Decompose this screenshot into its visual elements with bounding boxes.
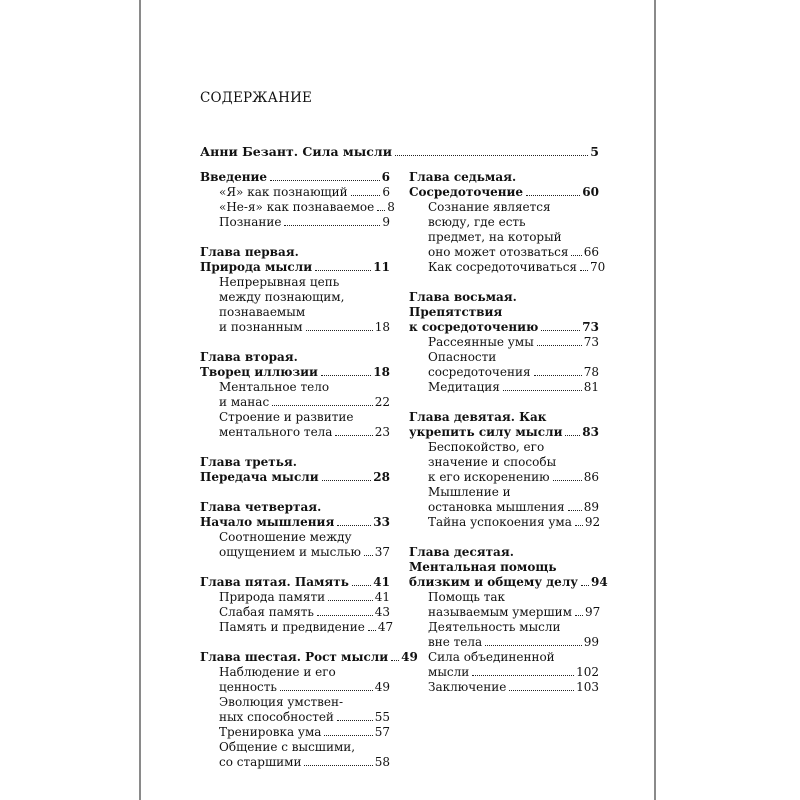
toc-entry (200, 605, 390, 620)
toc-entry-page: 18 (373, 365, 390, 379)
toc-entry-label: сосредоточения (428, 365, 531, 379)
toc-entry (409, 500, 599, 515)
dot-leader (337, 525, 371, 526)
dot-leader (364, 555, 373, 556)
toc-entry-page: 43 (374, 605, 390, 619)
dot-leader (581, 585, 589, 586)
toc-entry-label: Как сосредоточиваться (428, 260, 577, 274)
toc-entry-label: Анни Безант. Сила мысли (200, 144, 392, 159)
toc-section (409, 290, 599, 395)
toc-entry-text-line: Ментальное тело (219, 380, 330, 394)
toc-entry-page: 49 (374, 680, 390, 694)
toc-section (200, 455, 390, 485)
toc-entry-text-line: Непрерывная цепь (219, 275, 340, 289)
toc-entry-page: 49 (401, 650, 418, 664)
chapter-title: Глава десятая. (409, 545, 514, 559)
toc-entry-text-line: Помощь так (428, 590, 506, 604)
toc-entry-label: называемым умершим (428, 605, 572, 619)
toc-entry (409, 470, 599, 485)
toc-entry-page: 28 (373, 470, 390, 484)
dot-leader (553, 480, 582, 481)
toc-entry-label: к сосредоточению (409, 320, 539, 334)
chapter-title: Глава восьмая. (409, 290, 517, 304)
toc-entry-label: оно может отозваться (428, 245, 569, 259)
toc-entry-label: Сосредоточение (409, 185, 524, 199)
toc-entry (200, 680, 390, 695)
toc-entry-label: Природа памяти (219, 590, 326, 604)
dot-leader (565, 435, 580, 436)
dot-leader (284, 225, 380, 226)
toc-entry-label: Творец иллюзии (200, 365, 318, 379)
toc-entry-label: Введение (200, 170, 268, 184)
toc-entry-page: 23 (374, 425, 390, 439)
toc-entry-page: 73 (583, 335, 599, 349)
chapter-title: Ментальная помощь (409, 560, 557, 574)
toc-entry-label: ных способностей (219, 710, 334, 724)
dot-leader (541, 330, 580, 331)
toc-entry-label: Память и предвидение (219, 620, 365, 634)
dot-leader (568, 510, 582, 511)
dot-leader (317, 615, 373, 616)
toc-entry-page: 9 (382, 215, 390, 229)
toc-entry (409, 605, 599, 620)
toc-entry (409, 320, 599, 335)
toc-entry-text-line: между познающим, (219, 290, 345, 304)
toc-entry-label: Глава пятая. Память (200, 575, 349, 589)
chapter-title: Глава девятая. Как (409, 410, 547, 424)
toc-section (200, 500, 390, 560)
toc-entry-label: Тренировка ума (219, 725, 322, 739)
toc-entry (409, 635, 599, 650)
chapter-title: Глава первая. (200, 245, 299, 259)
toc-entry-label: Природа мысли (200, 260, 313, 274)
dot-leader (575, 615, 583, 616)
toc-entry-label: ощущением и мыслью (219, 545, 361, 559)
toc-entry (200, 320, 390, 335)
toc-entry-page: 33 (373, 515, 390, 529)
toc-entry (200, 425, 390, 440)
dot-leader (537, 345, 582, 346)
toc-entry (200, 200, 395, 215)
dot-leader (328, 600, 373, 601)
dot-leader (580, 270, 588, 271)
toc-entry-page: 5 (590, 144, 599, 159)
chapter-title: Глава четвертая. (200, 500, 322, 514)
dot-leader (324, 735, 372, 736)
toc-entry-label: Заключение (428, 680, 507, 694)
toc-entry-page: 70 (590, 260, 606, 274)
toc-entry-text-line: Мышление и (428, 485, 511, 499)
toc-section (409, 545, 608, 695)
toc-entry-label: Рассеянные умы (428, 335, 534, 349)
toc-entry-label: со старшими (219, 755, 302, 769)
dot-leader (503, 390, 582, 391)
dot-leader (270, 180, 380, 181)
toc-entry-label: Медитация (428, 380, 500, 394)
toc-entry-text-line: Беспокойство, его (428, 440, 545, 454)
dot-leader (337, 720, 373, 721)
toc-entry-text-line: Соотношение между (219, 530, 352, 544)
toc-entry-page: 73 (582, 320, 599, 334)
toc-entry-text-line: предмет, на который (428, 230, 562, 244)
toc-entry (409, 665, 599, 680)
toc-entry (200, 470, 390, 485)
toc-entry-label: к его искоренению (428, 470, 550, 484)
toc-entry-page: 83 (582, 425, 599, 439)
dot-leader (335, 435, 372, 436)
toc-entry-page: 18 (374, 320, 390, 334)
toc-entry-page: 60 (582, 185, 599, 199)
toc-entry-label: мысли (428, 665, 470, 679)
dot-leader (534, 375, 582, 376)
toc-entry-page: 92 (584, 515, 601, 529)
dot-leader (395, 155, 588, 156)
toc-entry-label: «Не-я» как познаваемое (219, 200, 375, 214)
toc-entry-page: 11 (373, 260, 390, 274)
toc-entry-page: 86 (583, 470, 599, 484)
dot-leader (315, 270, 371, 271)
toc-entry-label: «Я» как познающий (219, 185, 348, 199)
toc-entry (409, 260, 606, 275)
toc-entry-page: 41 (374, 590, 390, 604)
dot-leader (571, 255, 581, 256)
toc-entry (409, 380, 599, 395)
toc-entry (200, 185, 390, 200)
toc-entry-page: 102 (576, 665, 599, 679)
toc-entry-text-line: познаваемым (219, 305, 306, 319)
toc-entry-page: 37 (374, 545, 390, 559)
dot-leader (368, 630, 376, 631)
toc-column-left (200, 170, 418, 785)
toc-entry (200, 260, 390, 275)
toc-entry (200, 395, 390, 410)
dot-leader (322, 480, 372, 481)
dot-leader (352, 585, 371, 586)
toc-column-right (409, 170, 608, 710)
toc-entry-text-line: значение и способы (428, 455, 557, 469)
toc-entry (409, 365, 599, 380)
toc-entry-label: близким и общему делу (409, 575, 578, 589)
toc-entry-page: 22 (374, 395, 390, 409)
toc-entry (200, 545, 390, 560)
toc-entry (409, 335, 599, 350)
toc-entry-text-line: Опасности (428, 350, 497, 364)
dot-leader (321, 375, 371, 376)
dot-leader (472, 675, 574, 676)
toc-entry-page: 6 (382, 185, 390, 199)
toc-entry (409, 425, 599, 440)
toc-entry (409, 185, 599, 200)
chapter-title: Глава седьмая. (409, 170, 517, 184)
toc-entry-page: 55 (374, 710, 390, 724)
toc-entry-label: и познанным (219, 320, 303, 334)
chapter-title: Глава вторая. (200, 350, 298, 364)
toc-entry-label: Передача мысли (200, 470, 319, 484)
toc-entry-label: и манас (219, 395, 270, 409)
toc-entry-label: Начало мышления (200, 515, 335, 529)
toc-entry-page: 103 (576, 680, 599, 694)
toc-section (200, 245, 390, 335)
toc-entry-page: 97 (584, 605, 601, 619)
toc-entry-page: 99 (583, 635, 599, 649)
dot-leader (306, 330, 373, 331)
toc-entry-page: 66 (583, 245, 599, 259)
toc-entry-label: Слабая память (219, 605, 314, 619)
toc-entry-label: ментального тела (219, 425, 333, 439)
toc-entry-text-line: Сознание является (428, 200, 551, 214)
toc-entry (409, 680, 599, 695)
toc-entry-label: укрепить силу мысли (409, 425, 563, 439)
toc-entry-text-line: всюду, где есть (428, 215, 526, 229)
toc-entry-label: Тайна успокоения ума (428, 515, 572, 529)
dot-leader (304, 765, 372, 766)
toc-entry-author (200, 144, 599, 159)
toc-entry-page: 47 (377, 620, 394, 634)
dot-leader (575, 525, 583, 526)
toc-entry (409, 575, 608, 590)
toc-entry (200, 515, 390, 530)
toc-section (409, 410, 599, 530)
dot-leader (485, 645, 582, 646)
toc-entry (200, 650, 418, 665)
toc-entry (200, 365, 390, 380)
toc-entry-page: 94 (590, 575, 608, 589)
toc-entry-page: 6 (381, 170, 390, 184)
toc-entry-page: 89 (583, 500, 599, 514)
toc-entry-text-line: Сила объединенной (428, 650, 555, 664)
toc-entry (200, 710, 390, 725)
dot-leader (526, 195, 580, 196)
dot-leader (377, 210, 385, 211)
toc-section (409, 170, 606, 275)
toc-entry (200, 590, 390, 605)
toc-entry (200, 215, 390, 230)
toc-entry-page: 81 (583, 380, 599, 394)
chapter-title: Глава третья. (200, 455, 297, 469)
toc-entry (200, 725, 390, 740)
toc-entry (200, 575, 390, 590)
toc-entry-text-line: Наблюдение и его (219, 665, 336, 679)
toc-section (200, 575, 394, 635)
toc-entry-page: 78 (583, 365, 599, 379)
chapter-title: Препятствия (409, 305, 503, 319)
dot-leader (509, 690, 574, 691)
toc-entry-label: ценность (219, 680, 277, 694)
dot-leader (272, 405, 373, 406)
toc-entry-label: остановка мышления (428, 500, 565, 514)
toc-entry-text-line: Эволюция умствен- (219, 695, 343, 709)
dot-leader (351, 195, 381, 196)
toc-section (200, 650, 418, 770)
toc-entry (409, 515, 599, 530)
toc-entry-text-line: Деятельность мысли (428, 620, 561, 634)
toc-section (200, 170, 395, 230)
toc-entry-page: 58 (374, 755, 390, 769)
toc-entry (409, 245, 599, 260)
toc-entry-label: Глава шестая. Рост мысли (200, 650, 389, 664)
dot-leader (391, 660, 399, 661)
toc-entry (200, 620, 394, 635)
toc-entry-text-line: Строение и развитие (219, 410, 354, 424)
toc-section (200, 350, 390, 440)
toc-entry-page: 57 (374, 725, 390, 739)
toc-entry-page: 41 (373, 575, 390, 589)
toc-entry-label: Познание (219, 215, 282, 229)
toc-entry-text-line: Общение с высшими, (219, 740, 356, 754)
toc-entry-label: вне тела (428, 635, 483, 649)
page-title: СОДЕРЖАНИЕ (200, 90, 313, 106)
toc-entry (200, 170, 390, 185)
toc-entry (200, 755, 390, 770)
toc-entry-page: 8 (387, 200, 395, 214)
dot-leader (280, 690, 373, 691)
